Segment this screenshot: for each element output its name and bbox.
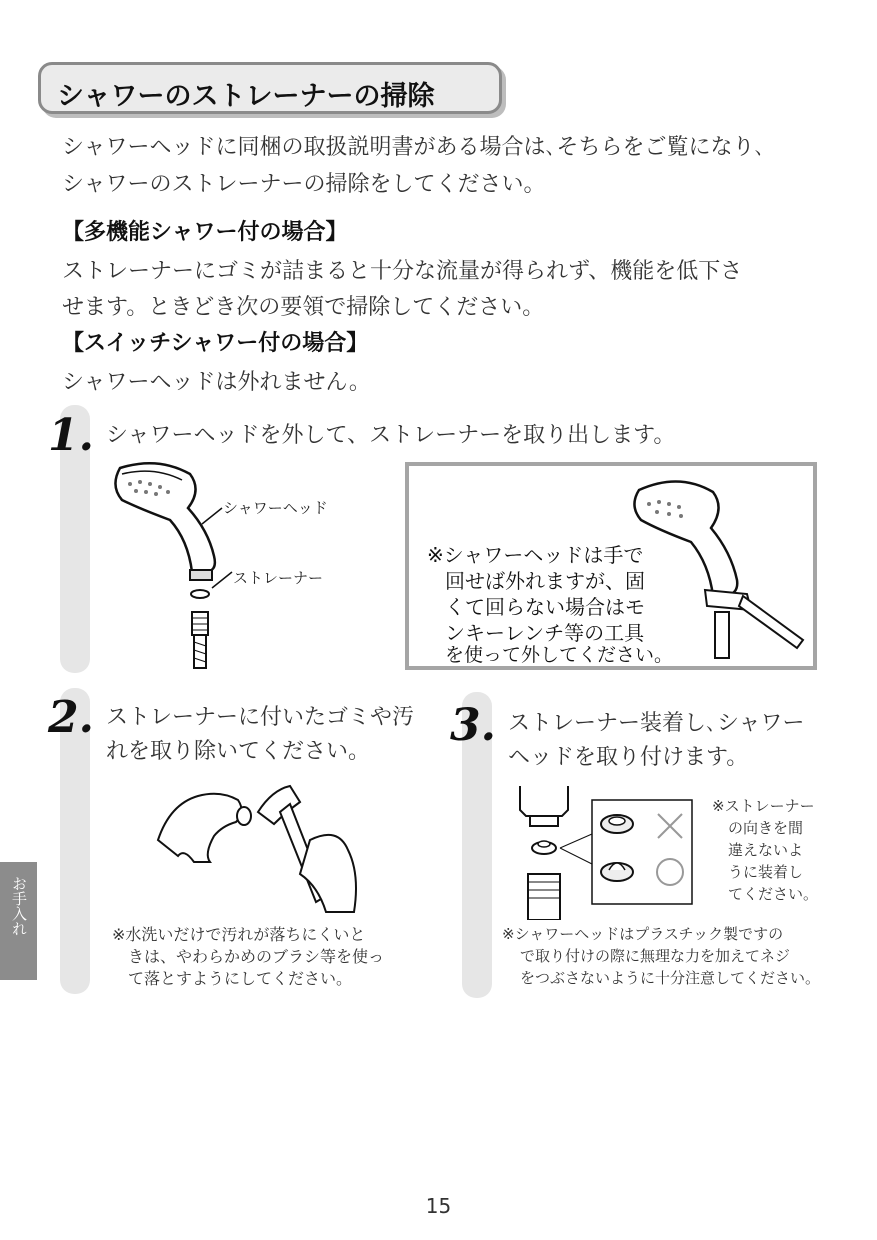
step3-text-2: ヘッドを取り付けます。 (508, 745, 749, 770)
step2-note-line-3: て落とすようにしてください。 (128, 969, 353, 988)
step1-note-line-3: くて回らない場合はモ (445, 595, 645, 619)
multi-line-1: ストレーナーにゴミが詰まると十分な流量が得られず、機能を低下さ (62, 259, 743, 284)
step1-note-line-5: を使って外してください。 (445, 644, 674, 666)
step3-side-note-1: ※ストレーナー (712, 797, 815, 815)
step3-side-note-2: の向きを間 (728, 819, 804, 837)
intro-line-2: シャワーのストレーナーの掃除をしてください。 (62, 172, 546, 197)
step3-side-note-5: てください。 (728, 885, 819, 903)
multi-heading: 【多機能シャワー付の場合】 (62, 220, 348, 245)
step3-note-line-3: をつぶさないように十分注意してください。 (520, 969, 821, 987)
step1-note-line-4: ンキーレンチ等の工具 (445, 621, 645, 645)
strainer-orientation-illustration (512, 786, 712, 920)
brush-cleaning-illustration (150, 778, 370, 918)
step3-note-line-1: ※シャワーヘッドはプラスチック製ですの (502, 925, 784, 943)
switch-line-1: シャワーヘッドは外れません。 (62, 370, 371, 395)
page-number: 15 (425, 1194, 452, 1218)
side-tab-label: お手入れ (10, 876, 28, 936)
multi-line-2: せます。ときどき次の要領で掃除してください。 (62, 295, 545, 320)
step2-note-line-1: ※水洗いだけで汚れが落ちにくいと (112, 925, 366, 944)
step1-note-line-1: ※シャワーヘッドは手で (427, 543, 644, 567)
step1-text: シャワーヘッドを外して、ストレーナーを取り出します。 (106, 423, 676, 448)
strainer-label: ストレーナー (233, 569, 324, 587)
step3-note-line-2: で取り付けの際に無理な力を加えてネジ (520, 947, 791, 965)
step2-note-line-2: きは、やわらかめのブラシ等を使っ (128, 947, 385, 966)
switch-heading: 【スイッチシャワー付の場合】 (62, 331, 369, 356)
step3-side-note-3: 違えないよ (728, 841, 804, 859)
shower-head-label: シャワーヘッド (223, 499, 328, 517)
step3-number: 3. (450, 700, 496, 751)
side-tab (0, 862, 37, 980)
step2-text-1: ストレーナーに付いたゴミや汚 (106, 705, 415, 730)
wrench-illustration (627, 472, 813, 662)
shower-head-illustration (108, 460, 248, 670)
step1-note-box (405, 462, 817, 670)
step1-note-line-2: 回せば外れますが、固 (445, 569, 645, 593)
step2-number: 2. (48, 692, 94, 743)
intro-line-1: シャワーヘッドに同梱の取扱説明書がある場合は､そちらをご覧になり､ (62, 135, 766, 160)
step3-side-note-4: うに装着し (728, 863, 804, 881)
section-title-box (38, 62, 502, 114)
step3-text-1: ストレーナー装着し､シャワー (508, 711, 805, 736)
page-title: シャワーのストレーナーの掃除 (57, 81, 435, 112)
step1-number: 1. (48, 410, 94, 461)
step2-text-2: れを取り除いてください。 (106, 739, 371, 764)
